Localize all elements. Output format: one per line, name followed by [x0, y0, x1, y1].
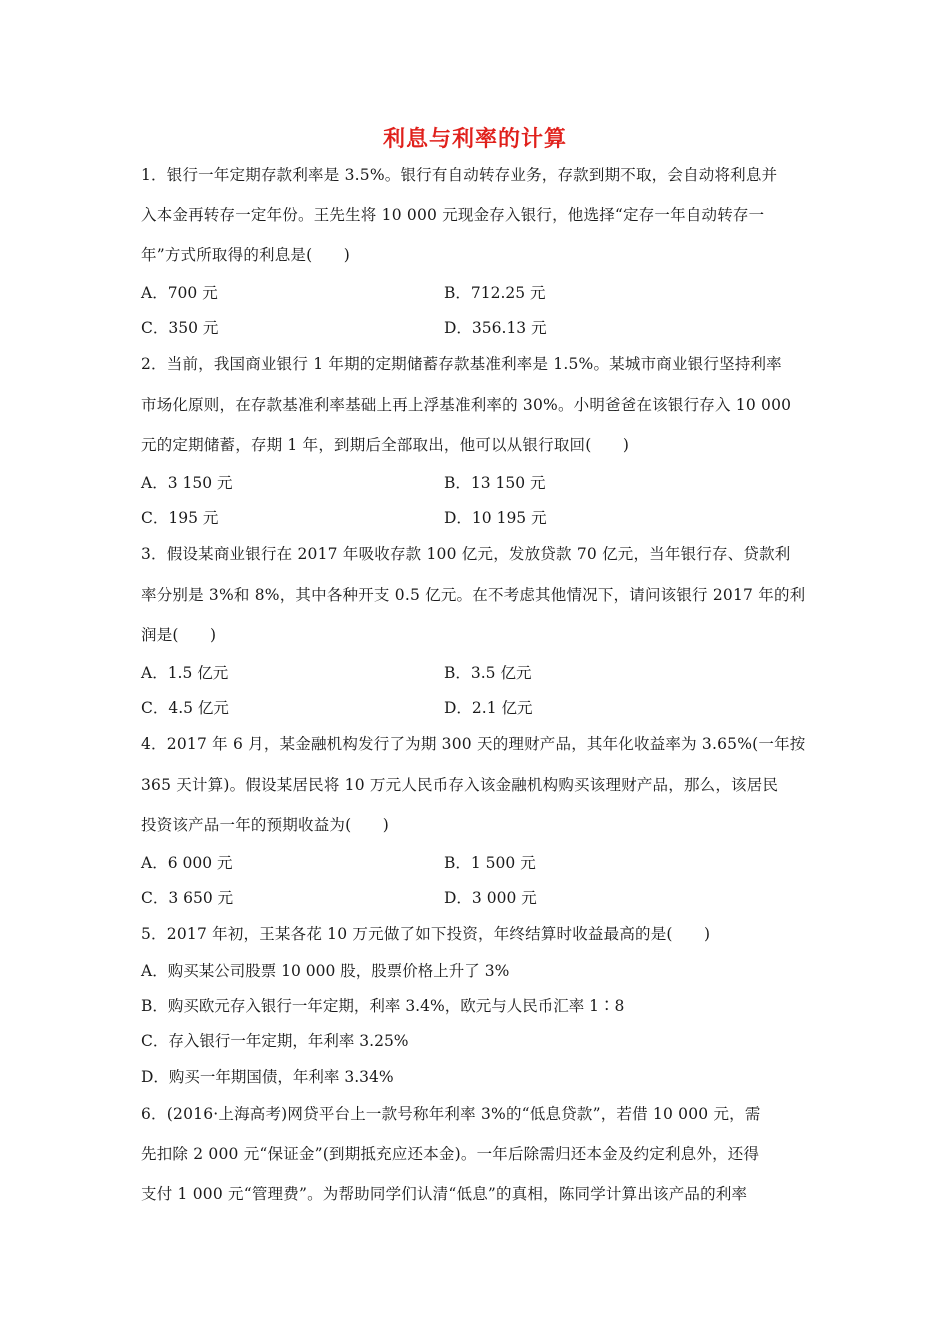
page-title: 利息与利率的计算 [382, 127, 567, 152]
q6-line-1: 6．(2016·上海高考)网贷平台上一款号称年利率 3%的“低息贷款”，若借 10 000 元，需 [141, 1105, 761, 1123]
q1-line-1: 1．银行一年定期存款利率是 3.5%。银行有自动转存业务，存款到期不取，会自动将利息并 [141, 166, 778, 184]
q2-option-a: A．3 150 元 [141, 474, 233, 492]
q3-option-b: B．3.5 亿元 [444, 664, 532, 682]
q1-option-a: A．700 元 [141, 284, 218, 302]
q5-option-c: C．存入银行一年定期，年利率 3.25% [141, 1032, 409, 1050]
q3-option-c: C．4.5 亿元 [141, 699, 229, 717]
q5-option-b: B．购买欧元存入银行一年定期，利率 3.4%，欧元与人民币汇率 1∶8 [141, 997, 625, 1015]
q1-option-c: C．350 元 [141, 319, 219, 337]
q1-option-b: B．712.25 元 [444, 284, 546, 302]
q3-line-3: 润是( ) [141, 626, 217, 644]
q3-line-1: 3．假设某商业银行在 2017 年吸收存款 100 亿元，发放贷款 70 亿元，当年银行存、贷款利 [141, 545, 791, 563]
q5-line-1: 5．2017 年初，王某各花 10 万元做了如下投资，年终结算时收益最高的是( ) [141, 925, 711, 943]
q2-line-3: 元的定期储蓄，存期 1 年，到期后全部取出，他可以从银行取回( ) [141, 436, 630, 454]
q6-line-3: 支付 1 000 元“管理费”。为帮助同学们认清“低息”的真相，陈同学计算出该产品的利率 [141, 1185, 748, 1203]
q4-option-a: A．6 000 元 [141, 854, 233, 872]
q2-line-1: 2．当前，我国商业银行 1 年期的定期储蓄存款基准利率是 1.5%。某城市商业银行坚持利率 [141, 355, 782, 373]
q5-option-a: A．购买某公司股票 10 000 股，股票价格上升了 3% [141, 962, 510, 980]
q4-option-d: D．3 000 元 [444, 889, 537, 907]
q4-option-b: B．1 500 元 [444, 854, 536, 872]
q4-line-2: 365 天计算)。假设某居民将 10 万元人民币存入该金融机构购买该理财产品，那么，该居民 [141, 776, 779, 794]
q2-option-d: D．10 195 元 [444, 509, 547, 527]
q2-line-2: 市场化原则，在存款基准利率基础上再上浮基准利率的 30%。小明爸爸在该银行存入 10 000 [141, 396, 792, 414]
q4-option-c: C．3 650 元 [141, 889, 234, 907]
q1-option-d: D．356.13 元 [444, 319, 547, 337]
q3-option-d: D．2.1 亿元 [444, 699, 533, 717]
q1-line-2: 入本金再转存一定年份。王先生将 10 000 元现金存入银行，他选择“定存一年自动转存一 [141, 206, 765, 224]
q6-line-2: 先扣除 2 000 元“保证金”(到期抵充应还本金)。一年后除需归还本金及约定利息外，还得 [141, 1145, 760, 1163]
q4-line-3: 投资该产品一年的预期收益为( ) [141, 816, 389, 834]
q2-option-b: B．13 150 元 [444, 474, 546, 492]
q5-option-d: D．购买一年期国债，年利率 3.34% [141, 1068, 394, 1086]
q4-line-1: 4．2017 年 6 月，某金融机构发行了为期 300 天的理财产品，其年化收益率为 3.65%(一年按 [141, 735, 806, 753]
q1-line-3: 年”方式所取得的利息是( ) [141, 246, 351, 264]
q3-option-a: A．1.5 亿元 [141, 664, 229, 682]
q2-option-c: C．195 元 [141, 509, 219, 527]
q3-line-2: 率分别是 3%和 8%，其中各种开支 0.5 亿元。在不考虑其他情况下，请问该银行 2017 年的利 [141, 586, 806, 604]
